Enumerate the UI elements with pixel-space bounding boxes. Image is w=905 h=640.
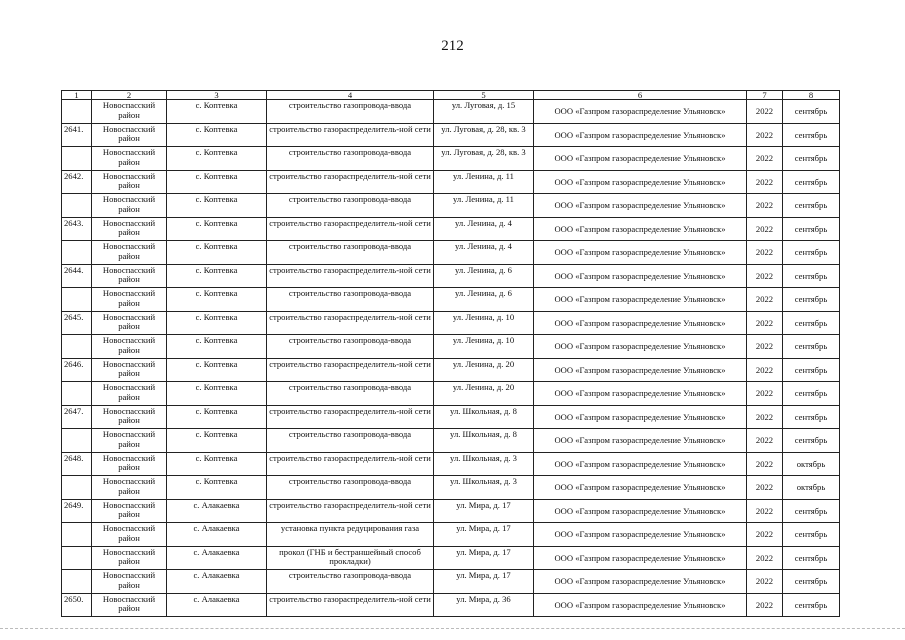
work-type-cell: строительство газопровода-ввода [267,476,434,500]
year-cell: 2022 [747,147,783,171]
row-number [62,100,92,124]
work-type-cell: строительство газораспределитель-ной сети [267,499,434,523]
district-cell: Новоспасский район [92,170,167,194]
row-number: 2650. [62,593,92,617]
page-edge [0,628,905,629]
address-cell: ул. Школьная, д. 3 [434,452,534,476]
year-cell: 2022 [747,382,783,406]
settlement-cell: с. Коптевка [167,194,267,218]
table-row [62,288,840,312]
table-row [62,499,840,523]
row-number [62,476,92,500]
district-cell: Новоспасский район [92,499,167,523]
table-row [62,264,840,288]
district-cell: Новоспасский район [92,264,167,288]
year-cell: 2022 [747,194,783,218]
organization-cell: ООО «Газпром газораспределение Ульяновск» [534,429,747,453]
settlement-cell: с. Коптевка [167,264,267,288]
year-cell: 2022 [747,241,783,265]
column-header: 1 [62,91,92,100]
district-cell: Новоспасский район [92,546,167,570]
organization-cell: ООО «Газпром газораспределение Ульяновск» [534,476,747,500]
column-header: 4 [267,91,434,100]
month-cell: октябрь [783,476,840,500]
table-row [62,147,840,171]
settlement-cell: с. Алакаевка [167,570,267,594]
column-header: 8 [783,91,840,100]
row-number: 2647. [62,405,92,429]
month-cell: сентябрь [783,335,840,359]
month-cell: сентябрь [783,241,840,265]
settlement-cell: с. Коптевка [167,100,267,124]
work-type-cell: строительство газопровода-ввода [267,570,434,594]
address-cell: ул. Ленина, д. 11 [434,194,534,218]
district-cell: Новоспасский район [92,593,167,617]
address-cell: ул. Мира, д. 17 [434,570,534,594]
organization-cell: ООО «Газпром газораспределение Ульяновск» [534,123,747,147]
month-cell: сентябрь [783,358,840,382]
address-cell: ул. Школьная, д. 8 [434,405,534,429]
month-cell: сентябрь [783,194,840,218]
organization-cell: ООО «Газпром газораспределение Ульяновск» [534,382,747,406]
work-type-cell: строительство газораспределитель-ной сети [267,123,434,147]
district-cell: Новоспасский район [92,147,167,171]
month-cell: сентябрь [783,311,840,335]
work-type-cell: строительство газораспределитель-ной сети [267,358,434,382]
district-cell: Новоспасский район [92,194,167,218]
district-cell: Новоспасский район [92,123,167,147]
month-cell: сентябрь [783,546,840,570]
work-type-cell: строительство газопровода-ввода [267,194,434,218]
address-cell: ул. Школьная, д. 3 [434,476,534,500]
address-cell: ул. Школьная, д. 8 [434,429,534,453]
month-cell: сентябрь [783,382,840,406]
settlement-cell: с. Алакаевка [167,523,267,547]
year-cell: 2022 [747,264,783,288]
row-number [62,523,92,547]
year-cell: 2022 [747,546,783,570]
district-cell: Новоспасский район [92,311,167,335]
year-cell: 2022 [747,335,783,359]
settlement-cell: с. Алакаевка [167,593,267,617]
row-number: 2649. [62,499,92,523]
settlement-cell: с. Алакаевка [167,546,267,570]
year-cell: 2022 [747,170,783,194]
organization-cell: ООО «Газпром газораспределение Ульяновск» [534,264,747,288]
row-number: 2646. [62,358,92,382]
year-cell: 2022 [747,499,783,523]
table-row [62,405,840,429]
row-number: 2645. [62,311,92,335]
table-row [62,382,840,406]
organization-cell: ООО «Газпром газораспределение Ульяновск» [534,523,747,547]
district-cell: Новоспасский район [92,523,167,547]
address-cell: ул. Ленина, д. 4 [434,217,534,241]
settlement-cell: с. Коптевка [167,382,267,406]
organization-cell: ООО «Газпром газораспределение Ульяновск» [534,452,747,476]
year-cell: 2022 [747,429,783,453]
table-row [62,123,840,147]
organization-cell: ООО «Газпром газораспределение Ульяновск» [534,241,747,265]
district-cell: Новоспасский район [92,358,167,382]
column-header: 3 [167,91,267,100]
work-type-cell: строительство газораспределитель-ной сети [267,405,434,429]
organization-cell: ООО «Газпром газораспределение Ульяновск» [534,499,747,523]
district-cell: Новоспасский район [92,452,167,476]
district-cell: Новоспасский район [92,100,167,124]
table-row [62,194,840,218]
work-type-cell: строительство газопровода-ввода [267,241,434,265]
month-cell: сентябрь [783,147,840,171]
organization-cell: ООО «Газпром газораспределение Ульяновск» [534,405,747,429]
organization-cell: ООО «Газпром газораспределение Ульяновск» [534,335,747,359]
address-cell: ул. Мира, д. 17 [434,499,534,523]
settlement-cell: с. Коптевка [167,147,267,171]
year-cell: 2022 [747,570,783,594]
work-type-cell: строительство газопровода-ввода [267,429,434,453]
address-cell: ул. Луговая, д. 28, кв. 3 [434,123,534,147]
work-type-cell: установка пункта редуцирования газа [267,523,434,547]
table-row [62,523,840,547]
district-cell: Новоспасский район [92,570,167,594]
table-row [62,170,840,194]
year-cell: 2022 [747,523,783,547]
month-cell: сентябрь [783,405,840,429]
row-number: 2643. [62,217,92,241]
table-row [62,100,840,124]
work-type-cell: строительство газораспределитель-ной сети [267,217,434,241]
month-cell: сентябрь [783,499,840,523]
organization-cell: ООО «Газпром газораспределение Ульяновск» [534,288,747,312]
district-cell: Новоспасский район [92,382,167,406]
organization-cell: ООО «Газпром газораспределение Ульяновск» [534,217,747,241]
row-number [62,335,92,359]
row-number [62,570,92,594]
year-cell: 2022 [747,452,783,476]
address-cell: ул. Ленина, д. 11 [434,170,534,194]
month-cell: сентябрь [783,523,840,547]
work-type-cell: прокол (ГНБ и бестраншейный способ прокладки) [267,546,434,570]
settlement-cell: с. Коптевка [167,170,267,194]
district-cell: Новоспасский район [92,241,167,265]
organization-cell: ООО «Газпром газораспределение Ульяновск» [534,170,747,194]
row-number: 2648. [62,452,92,476]
month-cell: сентябрь [783,217,840,241]
district-cell: Новоспасский район [92,335,167,359]
address-cell: ул. Ленина, д. 20 [434,382,534,406]
table-row [62,217,840,241]
column-header: 5 [434,91,534,100]
address-cell: ул. Ленина, д. 20 [434,358,534,382]
table-row [62,311,840,335]
year-cell: 2022 [747,311,783,335]
month-cell: сентябрь [783,264,840,288]
address-cell: ул. Ленина, д. 10 [434,311,534,335]
address-cell: ул. Ленина, д. 4 [434,241,534,265]
settlement-cell: с. Коптевка [167,217,267,241]
address-cell: ул. Ленина, д. 6 [434,288,534,312]
header-row [62,91,840,100]
table-row [62,335,840,359]
year-cell: 2022 [747,123,783,147]
table-row [62,546,840,570]
work-type-cell: строительство газораспределитель-ной сети [267,264,434,288]
organization-cell: ООО «Газпром газораспределение Ульяновск» [534,194,747,218]
year-cell: 2022 [747,405,783,429]
year-cell: 2022 [747,476,783,500]
year-cell: 2022 [747,217,783,241]
organization-cell: ООО «Газпром газораспределение Ульяновск» [534,593,747,617]
column-header: 6 [534,91,747,100]
district-cell: Новоспасский район [92,429,167,453]
column-header: 7 [747,91,783,100]
month-cell: сентябрь [783,570,840,594]
organization-cell: ООО «Газпром газораспределение Ульяновск» [534,311,747,335]
month-cell: сентябрь [783,593,840,617]
settlement-cell: с. Коптевка [167,288,267,312]
district-cell: Новоспасский район [92,405,167,429]
address-cell: ул. Мира, д. 17 [434,546,534,570]
row-number [62,241,92,265]
month-cell: сентябрь [783,170,840,194]
district-cell: Новоспасский район [92,476,167,500]
month-cell: сентябрь [783,429,840,453]
table-row [62,593,840,617]
row-number: 2641. [62,123,92,147]
month-cell: сентябрь [783,288,840,312]
settlement-cell: с. Коптевка [167,358,267,382]
registry-table [61,90,840,617]
organization-cell: ООО «Газпром газораспределение Ульяновск» [534,570,747,594]
month-cell: сентябрь [783,123,840,147]
row-number [62,546,92,570]
year-cell: 2022 [747,100,783,124]
work-type-cell: строительство газораспределитель-ной сети [267,170,434,194]
settlement-cell: с. Коптевка [167,476,267,500]
row-number [62,382,92,406]
year-cell: 2022 [747,358,783,382]
address-cell: ул. Ленина, д. 10 [434,335,534,359]
address-cell: ул. Мира, д. 17 [434,523,534,547]
settlement-cell: с. Коптевка [167,241,267,265]
settlement-cell: с. Алакаевка [167,499,267,523]
year-cell: 2022 [747,593,783,617]
table-row [62,570,840,594]
column-header: 2 [92,91,167,100]
organization-cell: ООО «Газпром газораспределение Ульяновск» [534,546,747,570]
address-cell: ул. Луговая, д. 15 [434,100,534,124]
row-number [62,194,92,218]
table-body [62,100,840,617]
row-number [62,147,92,171]
month-cell: сентябрь [783,100,840,124]
table-row [62,358,840,382]
district-cell: Новоспасский район [92,288,167,312]
work-type-cell: строительство газораспределитель-ной сети [267,311,434,335]
work-type-cell: строительство газопровода-ввода [267,382,434,406]
page-number: 212 [441,38,464,54]
work-type-cell: строительство газопровода-ввода [267,147,434,171]
address-cell: ул. Луговая, д. 28, кв. 3 [434,147,534,171]
year-cell: 2022 [747,288,783,312]
address-cell: ул. Ленина, д. 6 [434,264,534,288]
settlement-cell: с. Коптевка [167,452,267,476]
row-number [62,288,92,312]
organization-cell: ООО «Газпром газораспределение Ульяновск» [534,147,747,171]
settlement-cell: с. Коптевка [167,429,267,453]
table-row [62,452,840,476]
month-cell: октябрь [783,452,840,476]
table-row [62,241,840,265]
work-type-cell: строительство газопровода-ввода [267,288,434,312]
work-type-cell: строительство газопровода-ввода [267,100,434,124]
address-cell: ул. Мира, д. 36 [434,593,534,617]
organization-cell: ООО «Газпром газораспределение Ульяновск» [534,100,747,124]
organization-cell: ООО «Газпром газораспределение Ульяновск» [534,358,747,382]
row-number: 2644. [62,264,92,288]
table-row [62,429,840,453]
settlement-cell: с. Коптевка [167,405,267,429]
district-cell: Новоспасский район [92,217,167,241]
row-number [62,429,92,453]
work-type-cell: строительство газораспределитель-ной сети [267,452,434,476]
work-type-cell: строительство газопровода-ввода [267,335,434,359]
work-type-cell: строительство газораспределитель-ной сети [267,593,434,617]
row-number: 2642. [62,170,92,194]
table-row [62,476,840,500]
settlement-cell: с. Коптевка [167,335,267,359]
settlement-cell: с. Коптевка [167,123,267,147]
settlement-cell: с. Коптевка [167,311,267,335]
